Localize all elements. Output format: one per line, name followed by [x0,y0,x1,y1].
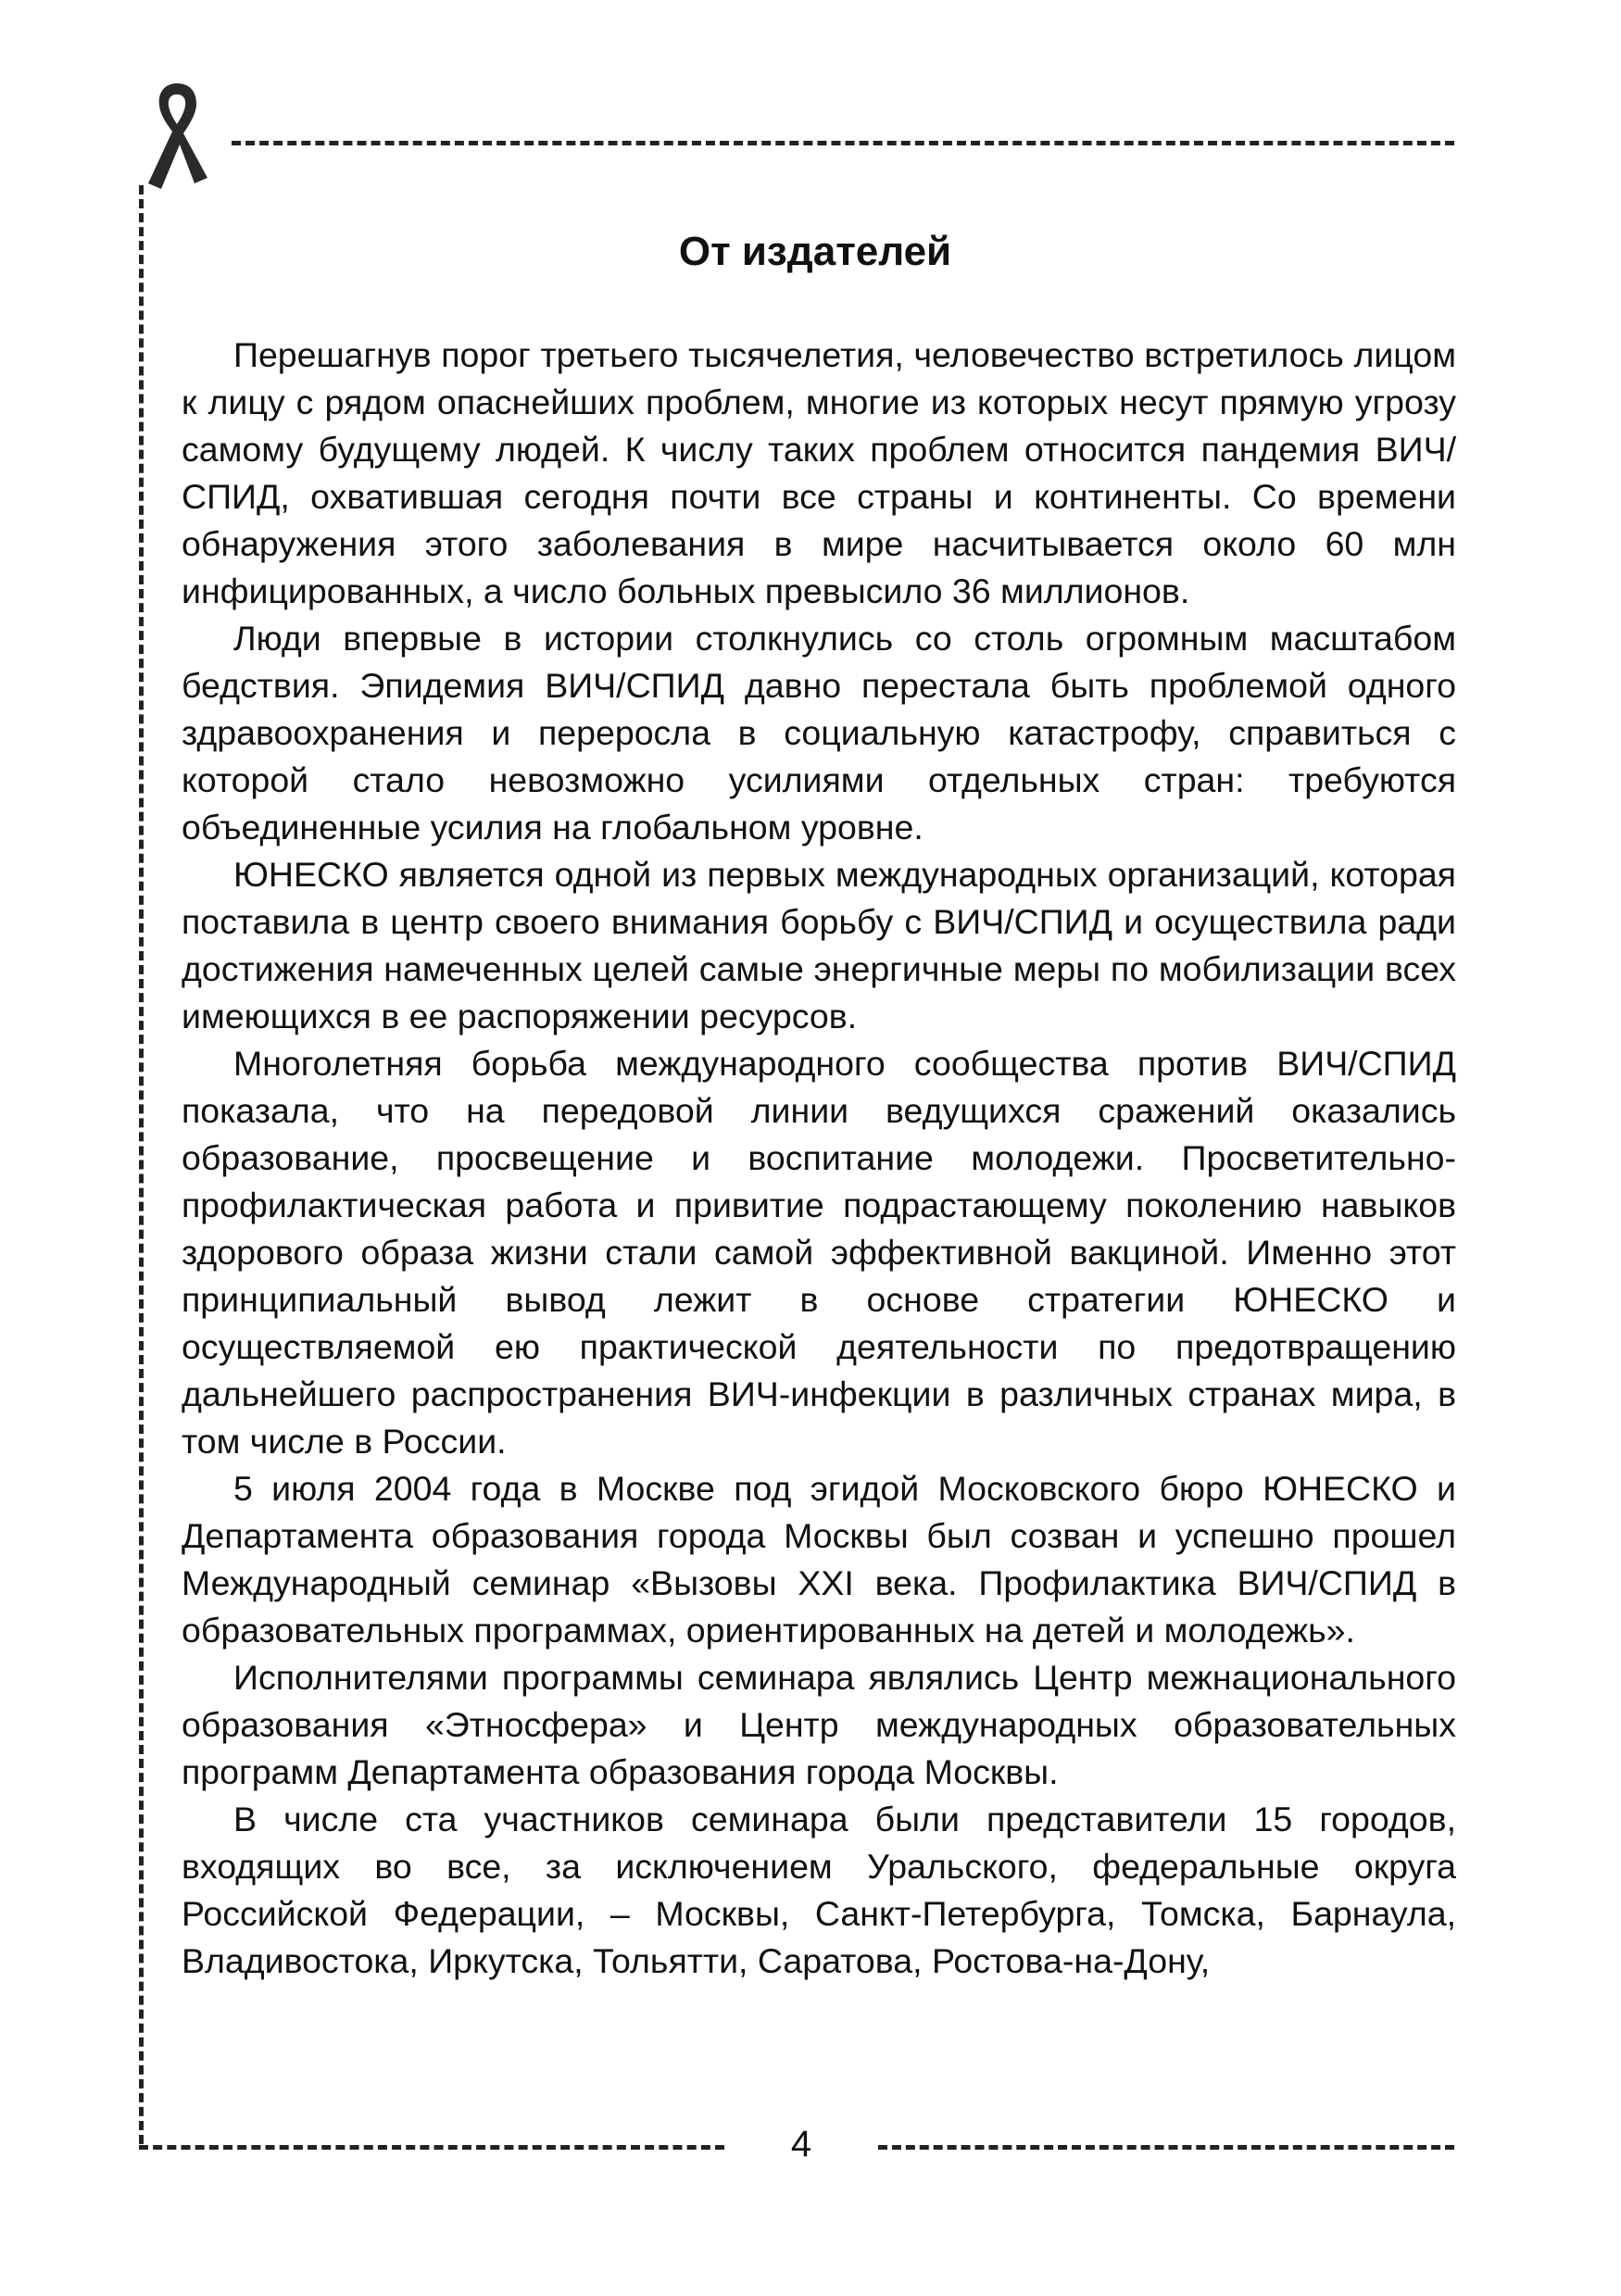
paragraph-5: 5 июля 2004 года в Москве под эгидой Московского бюро ЮНЕСКО и Департамента образования города Москвы был созван и успешно прошел Международный семинар «Вызовы XXI века. Профилактика ВИЧ/СПИД в образовательных программах, ориентированных на детей и молодежь». [182,1469,1456,1650]
frame-left-border [139,185,144,2144]
page-number: 4 [790,2124,812,2164]
paragraph-6: Исполнителями программы семинара являлись Центр межнационального образования «Этносфера» и Центр международных образовательных программ Департамента образования города Москвы. [182,1658,1456,1791]
paragraph-7: В числе ста участников семинара были представители 15 городов, входящих во все, за исключением Уральского, федеральные округа Российской Федерации, – Москвы, Санкт-Петербурга, Томска, Барнаула, Владивостока, Иркутска, Тольятти, Саратова, Ростова-на-Дону, [182,1800,1456,1980]
awareness-ribbon-icon [139,80,215,193]
page-title: От издателей [678,229,952,274]
paragraph-3: ЮНЕСКО является одной из первых международных организаций, которая поставила в центр своего внимания борьбу с ВИЧ/СПИД и осуществила ради достижения намеченных целей самые энергичные меры по мобилизации всех имеющихся в ее распоряжении ресурсов. [182,855,1456,1035]
paragraph-1: Перешагнув порог третьего тысячелетия, человечество встретилось лицом к лицу с рядом опаснейших проблем, многие из которых несут прямую угрозу самому будущему людей. К числу таких проблем относится пандемия ВИЧ/СПИД, охватившая сегодня почти все страны и континенты. Со времени обнаружения этого заболевания в мире насчитывается около 60 млн инфицированных, а число больных превысило 36 миллионов. [182,335,1456,610]
paragraph-2: Люди впервые в истории столкнулись со столь огромным масштабом бедствия. Эпидемия ВИЧ/СПИД давно перестала быть проблемой одного здравоохранения и переросла в социальную катастрофу, справиться с которой стало невозможно усилиями отдельных стран: требуются объединенные усилия на глобальном уровне. [182,619,1456,847]
frame-bottom-right-border [878,2145,1454,2150]
paragraph-4: Многолетняя борьба международного сообщества против ВИЧ/СПИД показала, что на передовой линии ведущихся сражений оказались образование, просвещение и воспитание молодежи. Просветительно-профилактическая работа и привитие подрастающему поколению навыков здорового образа жизни стали самой эффективной вакциной. Именно этот принципиальный вывод лежит в основе стратегии ЮНЕСКО и осуществляемой ею практической деятельности по предотвращению дальнейшего распространения ВИЧ-инфекции в различных странах мира, в том числе в России. [182,1044,1456,1461]
frame-top-border [232,141,1454,145]
body-text [182,332,1456,1985]
frame-bottom-left-border [139,2145,724,2150]
